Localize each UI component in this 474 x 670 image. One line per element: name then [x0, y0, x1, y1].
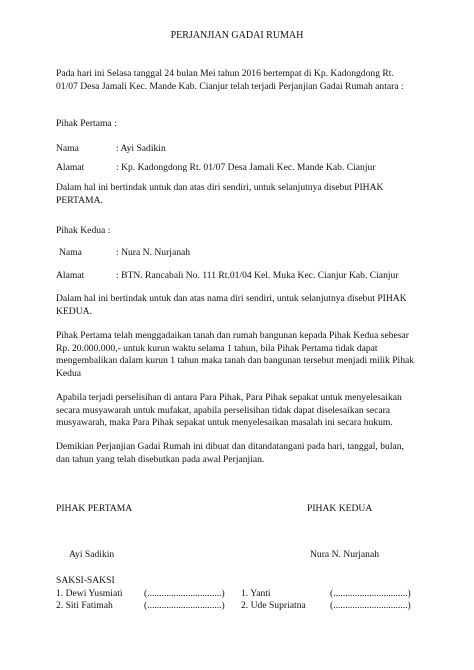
- pihak-pertama-address-value: : Kp. Kadongdong Rt. 01/07 Desa Jamali Kec. Mande Kab. Cianjur: [116, 162, 376, 173]
- witness-left-1-name: 1. Dewi Yusmiati: [56, 588, 123, 599]
- pihak-kedua-heading: Pihak Kedua :: [56, 225, 111, 236]
- clause-loan-terms: [56, 330, 416, 380]
- pihak-pertama-address-label: Alamat: [56, 162, 85, 173]
- pihak-kedua-name-label: Nama: [59, 247, 82, 258]
- pihak-kedua-statement: [56, 293, 416, 318]
- statement-line: KEDUA.: [56, 305, 92, 317]
- document-title: PERJANJIAN GADAI RUMAH: [170, 30, 304, 41]
- clause-line: secara musyawarah untuk mufakat, apabila perselisihan tidak dapat diselesaikan secara: [56, 404, 391, 416]
- statement-line: Dalam hal ini bertindak untuk dan atas nama diri sendiri, untuk selanjutnya disebut PIHAK: [56, 293, 407, 304]
- witness-left-1-signature-blank: (...............................): [144, 588, 225, 599]
- closing-line: dan tahun yang telah disebutkan pada awal Perjanjian.: [56, 453, 265, 465]
- pihak-pertama-heading: Pihak Pertama :: [56, 118, 117, 129]
- signature-name-pihak-kedua: Nura N. Nurjanah: [310, 549, 379, 560]
- pihak-pertama-name-label: Nama: [56, 143, 79, 154]
- signature-heading-pihak-kedua: PIHAK KEDUA: [307, 503, 373, 514]
- signature-name-pihak-pertama: Ayi Sadikin: [69, 549, 115, 560]
- closing-line: Demikian Perjanjian Gadai Rumah ini dibuat dan ditandatangani pada hari, tanggal, bulan,: [56, 441, 404, 452]
- witnesses-heading: SAKSI-SAKSI: [56, 575, 115, 586]
- pihak-kedua-address-value: : BTN. Rancabali No. 111 Rt.01/04 Kel. Muka Kec. Cianjur Kab. Cianjur: [116, 270, 399, 281]
- clause-line: Kedua: [56, 367, 82, 379]
- witness-right-2-signature-blank: (...............................): [330, 600, 411, 611]
- witness-left-2-name: 2. Siti Fatimah: [56, 600, 113, 611]
- clause-line: mengembalikan dalam kurun 1 tahun maka tanah dan bangunan tersebut menjadi milik Pihak: [56, 355, 415, 366]
- clause-line: musyawarah, maka Para Pihak sepakat untuk menyelesaikan masalah ini secara hukum.: [56, 417, 393, 428]
- witness-right-1-name: 1. Yanti: [241, 588, 271, 599]
- pihak-pertama-statement: [56, 182, 416, 207]
- closing-paragraph: [56, 441, 416, 466]
- witness-left-2-signature-blank: (...............................): [144, 600, 225, 611]
- clause-dispute: [56, 392, 416, 430]
- pihak-kedua-address-label: Alamat: [56, 270, 85, 281]
- pihak-kedua-name-value: : Nura N. Nurjanah: [116, 247, 191, 258]
- clause-line: Pihak Pertama telah menggadaikan tanah dan rumah bangunan kepada Pihak Kedua sebesar: [56, 330, 409, 341]
- statement-line: Dalam hal ini bertindak untuk dan atas diri sendiri, untuk selanjutnya disebut PIHAK: [56, 182, 384, 193]
- clause-line: Apabila terjadi perselisihan di antara Para Pihak, Para Pihak sepakat untuk menyelesaikan: [56, 392, 402, 403]
- witness-right-1-signature-blank: (...............................): [330, 588, 411, 599]
- pihak-pertama-name-value: : Ayi Sadikin: [116, 143, 166, 154]
- intro-line: 01/07 Desa Jamali Kec. Mande Kab. Cianjur telah terjadi Perjanjian Gadai Rumah antara :: [56, 80, 404, 92]
- intro-line: Pada hari ini Selasa tanggal 24 bulan Mei tahun 2016 bertempat di Kp. Kadongdong Rt.: [56, 68, 394, 79]
- clause-line: Rp. 20.000.000,- untuk kurun waktu selama 1 tahun, bila Pihak Pertama tidak dapat: [56, 342, 378, 354]
- statement-line: PERTAMA.: [56, 194, 103, 206]
- signature-heading-pihak-pertama: PIHAK PERTAMA: [56, 503, 133, 514]
- witness-right-2-name: 2. Ude Supriatna: [241, 600, 306, 611]
- intro-paragraph: [56, 68, 416, 93]
